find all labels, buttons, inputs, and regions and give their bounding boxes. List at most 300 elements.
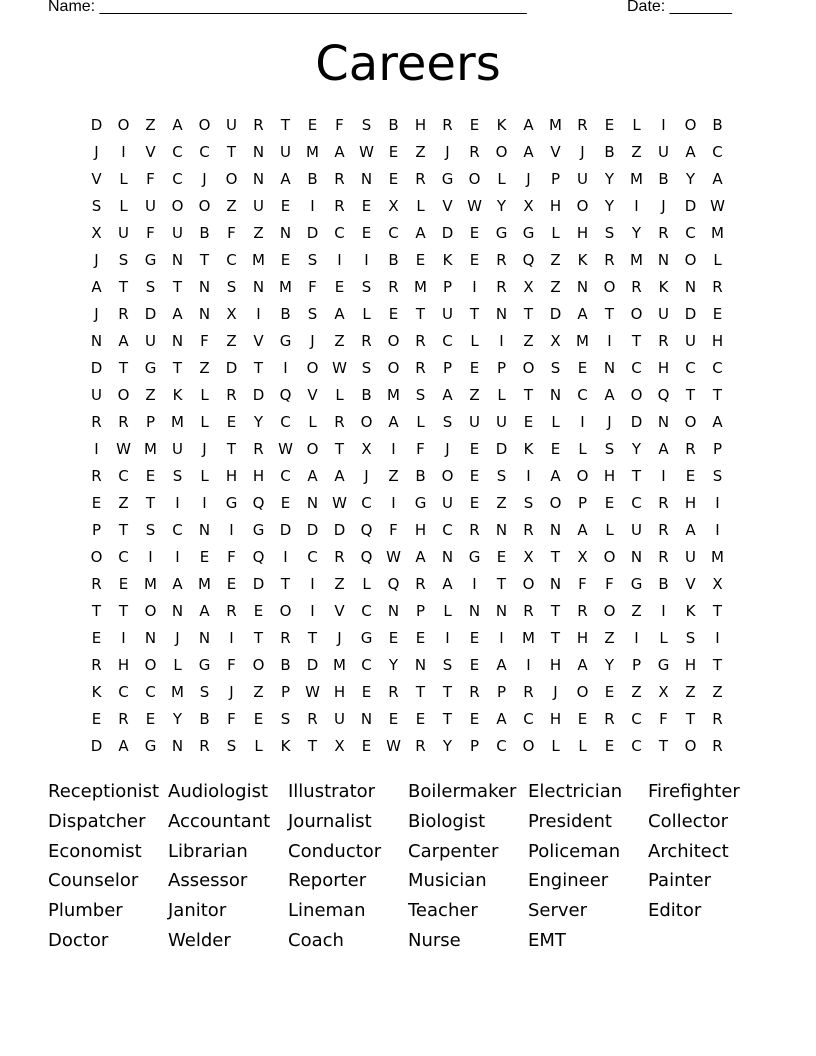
grid-letter[interactable]: A <box>685 143 696 161</box>
grid-letter[interactable]: D <box>252 575 265 593</box>
grid-letter[interactable]: K <box>685 602 696 620</box>
grid-letter[interactable]: T <box>280 116 291 134</box>
grid-letter[interactable]: L <box>605 521 614 539</box>
grid-letter[interactable]: N <box>549 575 562 593</box>
grid-letter[interactable]: R <box>388 278 399 296</box>
grid-letter[interactable]: R <box>334 413 345 431</box>
grid-letter[interactable]: N <box>414 656 427 674</box>
grid-letter[interactable]: K <box>496 116 507 134</box>
grid-letter[interactable]: Z <box>631 683 642 701</box>
grid-letter[interactable]: M <box>711 224 724 242</box>
grid-letter[interactable]: Z <box>253 683 264 701</box>
grid-letter[interactable]: J <box>661 197 666 215</box>
grid-letter[interactable]: E <box>361 737 372 755</box>
grid-letter[interactable]: A <box>388 413 399 431</box>
grid-letter[interactable]: U <box>145 332 156 350</box>
grid-letter[interactable]: T <box>442 683 453 701</box>
grid-letter[interactable]: R <box>469 143 480 161</box>
grid-letter[interactable]: Q <box>360 548 373 566</box>
grid-letter[interactable]: N <box>630 548 643 566</box>
grid-letter[interactable]: H <box>252 467 265 485</box>
grid-letter[interactable]: Y <box>685 170 696 188</box>
grid-letter[interactable]: Z <box>550 251 561 269</box>
grid-letter[interactable]: A <box>307 467 318 485</box>
grid-letter[interactable]: W <box>359 143 374 161</box>
grid-letter[interactable]: R <box>469 521 480 539</box>
grid-letter[interactable]: T <box>91 602 102 620</box>
grid-letter[interactable]: D <box>90 359 103 377</box>
grid-letter[interactable]: O <box>549 494 562 512</box>
grid-letter[interactable]: Z <box>604 629 615 647</box>
grid-letter[interactable]: G <box>225 494 238 512</box>
grid-letter[interactable]: H <box>414 521 427 539</box>
grid-letter[interactable]: X <box>226 305 237 323</box>
grid-letter[interactable]: R <box>334 548 345 566</box>
grid-letter[interactable]: O <box>306 440 319 458</box>
grid-letter[interactable]: E <box>388 710 399 728</box>
grid-letter[interactable]: E <box>469 467 480 485</box>
grid-letter[interactable]: K <box>442 251 453 269</box>
grid-letter[interactable]: E <box>145 467 156 485</box>
grid-letter[interactable]: T <box>253 629 264 647</box>
grid-letter[interactable]: U <box>91 386 102 404</box>
grid-letter[interactable]: I <box>472 575 477 593</box>
grid-letter[interactable]: A <box>334 305 345 323</box>
grid-letter[interactable]: B <box>658 170 669 188</box>
grid-letter[interactable]: L <box>200 386 209 404</box>
grid-letter[interactable]: S <box>307 305 318 323</box>
grid-letter[interactable]: T <box>334 440 345 458</box>
grid-letter[interactable]: V <box>253 332 264 350</box>
grid-letter[interactable]: A <box>442 575 453 593</box>
grid-letter[interactable]: A <box>442 386 453 404</box>
grid-letter[interactable]: M <box>171 413 184 431</box>
grid-letter[interactable]: U <box>577 170 588 188</box>
grid-letter[interactable]: G <box>468 548 481 566</box>
grid-letter[interactable]: D <box>144 305 157 323</box>
grid-letter[interactable]: R <box>577 116 588 134</box>
grid-letter[interactable]: U <box>685 332 696 350</box>
grid-letter[interactable]: W <box>332 359 347 377</box>
grid-letter[interactable]: I <box>283 548 288 566</box>
grid-letter[interactable]: S <box>145 521 156 539</box>
grid-letter[interactable]: D <box>252 386 265 404</box>
grid-letter[interactable]: C <box>172 521 183 539</box>
grid-letter[interactable]: H <box>576 629 589 647</box>
grid-letter[interactable]: K <box>91 683 102 701</box>
grid-letter[interactable]: U <box>631 521 642 539</box>
grid-letter[interactable]: T <box>712 386 723 404</box>
grid-letter[interactable]: G <box>495 224 508 242</box>
grid-letter[interactable]: F <box>227 656 236 674</box>
grid-letter[interactable]: C <box>712 143 723 161</box>
grid-letter[interactable]: R <box>361 332 372 350</box>
grid-letter[interactable]: O <box>630 386 643 404</box>
grid-letter[interactable]: O <box>522 359 535 377</box>
grid-letter[interactable]: X <box>334 737 345 755</box>
grid-letter[interactable]: E <box>415 629 426 647</box>
grid-letter[interactable]: B <box>415 467 426 485</box>
grid-letter[interactable]: T <box>199 251 210 269</box>
grid-letter[interactable]: I <box>121 143 126 161</box>
grid-letter[interactable]: S <box>226 737 237 755</box>
grid-letter[interactable]: Z <box>334 575 345 593</box>
grid-letter[interactable]: E <box>280 251 291 269</box>
grid-letter[interactable]: L <box>200 467 209 485</box>
grid-letter[interactable]: B <box>388 116 399 134</box>
grid-letter[interactable]: T <box>550 548 561 566</box>
grid-letter[interactable]: N <box>387 602 400 620</box>
grid-letter[interactable]: X <box>712 575 723 593</box>
grid-letter[interactable]: G <box>198 656 211 674</box>
grid-letter[interactable]: E <box>307 116 318 134</box>
grid-letter[interactable]: I <box>526 467 531 485</box>
grid-letter[interactable]: V <box>334 602 345 620</box>
grid-letter[interactable]: Z <box>334 332 345 350</box>
grid-letter[interactable]: D <box>306 224 319 242</box>
grid-letter[interactable]: D <box>549 305 562 323</box>
grid-letter[interactable]: O <box>630 305 643 323</box>
grid-letter[interactable]: R <box>604 251 615 269</box>
grid-letter[interactable]: R <box>118 413 129 431</box>
grid-letter[interactable]: T <box>307 737 318 755</box>
grid-letter[interactable]: E <box>361 683 372 701</box>
grid-letter[interactable]: U <box>496 413 507 431</box>
grid-letter[interactable]: S <box>226 278 237 296</box>
grid-letter[interactable]: I <box>499 332 504 350</box>
grid-letter[interactable]: A <box>415 548 426 566</box>
grid-letter[interactable]: T <box>523 305 534 323</box>
grid-letter[interactable]: B <box>199 224 210 242</box>
grid-letter[interactable]: I <box>715 629 720 647</box>
grid-letter[interactable]: A <box>577 656 588 674</box>
grid-letter[interactable]: O <box>468 170 481 188</box>
grid-letter[interactable]: J <box>94 251 99 269</box>
grid-letter[interactable]: N <box>279 224 292 242</box>
grid-letter[interactable]: O <box>603 548 616 566</box>
grid-letter[interactable]: U <box>658 305 669 323</box>
grid-letter[interactable]: R <box>118 305 129 323</box>
grid-letter[interactable]: N <box>252 278 265 296</box>
grid-letter[interactable]: Z <box>712 683 723 701</box>
grid-letter[interactable]: M <box>198 575 211 593</box>
grid-letter[interactable]: T <box>253 359 264 377</box>
grid-letter[interactable]: U <box>226 116 237 134</box>
grid-letter[interactable]: S <box>172 467 183 485</box>
grid-letter[interactable]: R <box>658 224 669 242</box>
grid-letter[interactable]: R <box>226 602 237 620</box>
grid-letter[interactable]: R <box>631 278 642 296</box>
grid-letter[interactable]: L <box>497 386 506 404</box>
grid-letter[interactable]: C <box>496 737 507 755</box>
grid-letter[interactable]: T <box>685 386 696 404</box>
grid-letter[interactable]: O <box>576 467 589 485</box>
grid-letter[interactable]: R <box>253 440 264 458</box>
grid-letter[interactable]: U <box>334 710 345 728</box>
grid-letter[interactable]: Z <box>145 116 156 134</box>
grid-letter[interactable]: C <box>172 143 183 161</box>
grid-letter[interactable]: F <box>227 710 236 728</box>
grid-letter[interactable]: H <box>576 224 589 242</box>
grid-letter[interactable]: Z <box>523 332 534 350</box>
grid-letter[interactable]: O <box>144 656 157 674</box>
grid-letter[interactable]: Q <box>360 521 373 539</box>
grid-letter[interactable]: L <box>416 413 425 431</box>
grid-letter[interactable]: E <box>577 359 588 377</box>
grid-letter[interactable]: T <box>631 332 642 350</box>
grid-letter[interactable]: O <box>198 197 211 215</box>
grid-letter[interactable]: A <box>172 116 183 134</box>
grid-letter[interactable]: D <box>495 440 508 458</box>
grid-letter[interactable]: S <box>361 116 372 134</box>
grid-letter[interactable]: L <box>470 332 479 350</box>
grid-letter[interactable]: U <box>442 305 453 323</box>
grid-letter[interactable]: T <box>550 602 561 620</box>
grid-letter[interactable]: W <box>332 494 347 512</box>
grid-letter[interactable]: I <box>391 494 396 512</box>
grid-letter[interactable]: E <box>604 494 615 512</box>
grid-letter[interactable]: I <box>256 305 261 323</box>
grid-letter[interactable]: R <box>523 521 534 539</box>
grid-letter[interactable]: A <box>523 143 534 161</box>
grid-letter[interactable]: V <box>550 143 561 161</box>
grid-letter[interactable]: E <box>415 251 426 269</box>
grid-letter[interactable]: J <box>364 467 369 485</box>
grid-letter[interactable]: C <box>631 710 642 728</box>
grid-letter[interactable]: A <box>550 467 561 485</box>
grid-letter[interactable]: Z <box>226 332 237 350</box>
grid-letter[interactable]: R <box>658 332 669 350</box>
grid-letter[interactable]: E <box>253 602 264 620</box>
grid-letter[interactable]: N <box>657 251 670 269</box>
grid-letter[interactable]: T <box>442 710 453 728</box>
grid-letter[interactable]: R <box>91 656 102 674</box>
grid-letter[interactable]: J <box>94 143 99 161</box>
grid-letter[interactable]: M <box>252 251 265 269</box>
grid-letter[interactable]: N <box>144 629 157 647</box>
grid-letter[interactable]: B <box>388 251 399 269</box>
grid-letter[interactable]: H <box>333 683 346 701</box>
grid-letter[interactable]: O <box>441 467 454 485</box>
grid-letter[interactable]: F <box>227 224 236 242</box>
grid-letter[interactable]: K <box>172 386 183 404</box>
grid-letter[interactable]: T <box>145 494 156 512</box>
grid-letter[interactable]: R <box>496 278 507 296</box>
grid-letter[interactable]: T <box>118 359 129 377</box>
grid-letter[interactable]: C <box>442 521 453 539</box>
grid-letter[interactable]: R <box>226 386 237 404</box>
grid-letter[interactable]: J <box>202 440 207 458</box>
grid-letter[interactable]: M <box>144 575 157 593</box>
grid-letter[interactable]: E <box>469 359 480 377</box>
grid-letter[interactable]: F <box>200 332 209 350</box>
grid-letter[interactable]: M <box>144 440 157 458</box>
grid-letter[interactable]: C <box>577 386 588 404</box>
grid-letter[interactable]: X <box>523 278 534 296</box>
grid-letter[interactable]: O <box>360 413 373 431</box>
grid-letter[interactable]: U <box>253 197 264 215</box>
grid-letter[interactable]: C <box>685 359 696 377</box>
grid-letter[interactable]: O <box>171 197 184 215</box>
grid-letter[interactable]: R <box>712 737 723 755</box>
grid-letter[interactable]: R <box>253 116 264 134</box>
grid-letter[interactable]: S <box>712 467 723 485</box>
grid-letter[interactable]: E <box>91 494 102 512</box>
grid-letter[interactable]: S <box>523 494 534 512</box>
grid-letter[interactable]: I <box>607 332 612 350</box>
grid-letter[interactable]: S <box>91 197 102 215</box>
grid-letter[interactable]: N <box>549 521 562 539</box>
grid-letter[interactable]: G <box>522 224 535 242</box>
grid-letter[interactable]: G <box>144 737 157 755</box>
grid-letter[interactable]: O <box>522 575 535 593</box>
grid-letter[interactable]: L <box>713 251 722 269</box>
grid-letter[interactable]: C <box>361 602 372 620</box>
grid-letter[interactable]: O <box>252 656 265 674</box>
grid-letter[interactable]: A <box>577 305 588 323</box>
grid-letter[interactable]: J <box>229 683 234 701</box>
grid-letter[interactable]: Y <box>604 656 615 674</box>
grid-letter[interactable]: R <box>91 467 102 485</box>
grid-letter[interactable]: A <box>496 710 507 728</box>
grid-letter[interactable]: J <box>580 143 585 161</box>
grid-letter[interactable]: Z <box>469 386 480 404</box>
grid-letter[interactable]: V <box>307 386 318 404</box>
grid-letter[interactable]: M <box>549 116 562 134</box>
grid-letter[interactable]: I <box>715 521 720 539</box>
grid-letter[interactable]: R <box>415 332 426 350</box>
grid-letter[interactable]: U <box>469 413 480 431</box>
grid-letter[interactable]: A <box>334 143 345 161</box>
grid-letter[interactable]: C <box>334 224 345 242</box>
grid-letter[interactable]: A <box>415 224 426 242</box>
grid-letter[interactable]: B <box>361 386 372 404</box>
grid-letter[interactable]: U <box>685 548 696 566</box>
grid-letter[interactable]: R <box>496 251 507 269</box>
grid-letter[interactable]: R <box>91 575 102 593</box>
grid-letter[interactable]: L <box>119 197 128 215</box>
grid-letter[interactable]: Y <box>496 197 507 215</box>
grid-letter[interactable]: E <box>226 575 237 593</box>
grid-letter[interactable]: I <box>661 116 666 134</box>
grid-letter[interactable]: I <box>445 629 450 647</box>
grid-letter[interactable]: E <box>388 143 399 161</box>
grid-letter[interactable]: H <box>414 116 427 134</box>
grid-letter[interactable]: T <box>658 737 669 755</box>
grid-letter[interactable]: C <box>118 467 129 485</box>
grid-letter[interactable]: G <box>657 656 670 674</box>
grid-letter[interactable]: U <box>172 224 183 242</box>
grid-letter[interactable]: M <box>414 278 427 296</box>
grid-letter[interactable]: E <box>118 575 129 593</box>
grid-letter[interactable]: A <box>577 521 588 539</box>
grid-letter[interactable]: R <box>658 521 669 539</box>
grid-letter[interactable]: Z <box>226 197 237 215</box>
grid-letter[interactable]: N <box>441 548 454 566</box>
grid-letter[interactable]: T <box>415 305 426 323</box>
grid-letter[interactable]: T <box>226 143 237 161</box>
grid-letter[interactable]: Q <box>522 251 535 269</box>
grid-letter[interactable]: X <box>388 197 399 215</box>
grid-letter[interactable]: E <box>469 629 480 647</box>
grid-letter[interactable]: F <box>416 440 425 458</box>
grid-letter[interactable]: R <box>442 116 453 134</box>
grid-letter[interactable]: L <box>443 602 452 620</box>
grid-letter[interactable]: E <box>469 494 480 512</box>
grid-letter[interactable]: T <box>118 521 129 539</box>
grid-letter[interactable]: Z <box>496 494 507 512</box>
grid-letter[interactable]: N <box>252 170 265 188</box>
grid-letter[interactable]: P <box>145 413 156 431</box>
grid-letter[interactable]: I <box>310 602 315 620</box>
grid-letter[interactable]: H <box>711 332 724 350</box>
grid-letter[interactable]: L <box>632 116 641 134</box>
grid-letter[interactable]: S <box>442 656 453 674</box>
grid-letter[interactable]: C <box>631 494 642 512</box>
grid-letter[interactable]: C <box>631 359 642 377</box>
grid-letter[interactable]: Z <box>253 224 264 242</box>
grid-letter[interactable]: S <box>550 359 561 377</box>
grid-letter[interactable]: F <box>389 521 398 539</box>
grid-letter[interactable]: N <box>198 305 211 323</box>
grid-letter[interactable]: T <box>712 602 723 620</box>
grid-letter[interactable]: Y <box>388 656 399 674</box>
grid-letter[interactable]: C <box>361 656 372 674</box>
grid-letter[interactable]: L <box>173 656 182 674</box>
grid-letter[interactable]: A <box>523 116 534 134</box>
grid-letter[interactable]: X <box>91 224 102 242</box>
grid-letter[interactable]: H <box>684 656 697 674</box>
grid-letter[interactable]: G <box>360 629 373 647</box>
grid-letter[interactable]: Y <box>253 413 264 431</box>
grid-letter[interactable]: R <box>415 737 426 755</box>
grid-letter[interactable]: V <box>442 197 453 215</box>
grid-letter[interactable]: L <box>551 413 560 431</box>
grid-letter[interactable]: O <box>279 602 292 620</box>
grid-letter[interactable]: J <box>310 332 315 350</box>
grid-letter[interactable]: W <box>710 197 725 215</box>
grid-letter[interactable]: V <box>685 575 696 593</box>
grid-letter[interactable]: X <box>361 440 372 458</box>
grid-letter[interactable]: H <box>225 467 238 485</box>
grid-letter[interactable]: O <box>90 548 103 566</box>
grid-letter[interactable]: L <box>416 197 425 215</box>
grid-letter[interactable]: M <box>630 251 643 269</box>
grid-letter[interactable]: C <box>361 494 372 512</box>
grid-letter[interactable]: C <box>172 170 183 188</box>
grid-letter[interactable]: U <box>658 143 669 161</box>
grid-letter[interactable]: E <box>469 440 480 458</box>
grid-letter[interactable]: K <box>523 440 534 458</box>
grid-letter[interactable]: C <box>685 224 696 242</box>
grid-letter[interactable]: T <box>685 710 696 728</box>
grid-letter[interactable]: T <box>280 575 291 593</box>
grid-letter[interactable]: I <box>121 629 126 647</box>
grid-letter[interactable]: B <box>280 656 291 674</box>
grid-letter[interactable]: L <box>578 737 587 755</box>
grid-letter[interactable]: C <box>307 548 318 566</box>
grid-letter[interactable]: E <box>550 440 561 458</box>
grid-letter[interactable]: R <box>415 359 426 377</box>
grid-letter[interactable]: C <box>631 737 642 755</box>
grid-letter[interactable]: C <box>145 683 156 701</box>
grid-letter[interactable]: A <box>604 386 615 404</box>
grid-letter[interactable]: L <box>335 386 344 404</box>
grid-letter[interactable]: A <box>712 170 723 188</box>
grid-letter[interactable]: N <box>657 413 670 431</box>
grid-letter[interactable]: Z <box>199 359 210 377</box>
grid-letter[interactable]: I <box>580 413 585 431</box>
